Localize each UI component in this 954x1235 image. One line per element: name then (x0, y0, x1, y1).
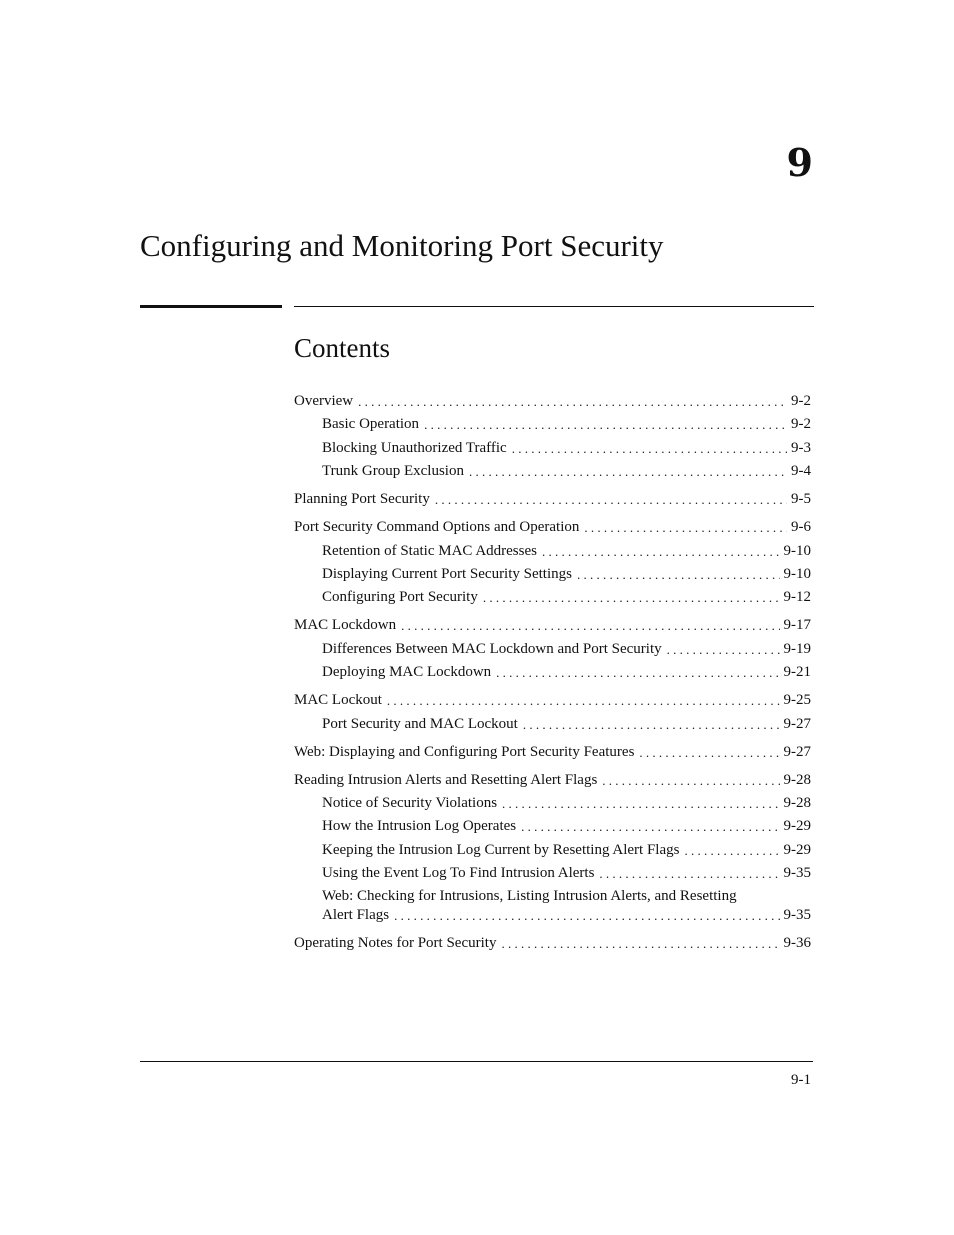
toc-entry[interactable] (294, 616, 811, 635)
toc-entry-page: 9-2 (791, 393, 811, 409)
toc-entry-title-line1: Web: Checking for Intrusions, Listing Intrusion Alerts, and Resetting (322, 888, 737, 905)
toc-entry-page: 9-25 (783, 692, 811, 709)
toc-entry-title: Blocking Unauthorized Traffic (322, 439, 507, 456)
toc-entry-page: 9-28 (783, 794, 811, 811)
toc-dot-leader (684, 841, 779, 860)
toc-entry-page: 9-27 (783, 715, 811, 732)
chapter-title: Configuring and Monitoring Port Security (140, 228, 664, 263)
toc-entry-page: 9-35 (783, 907, 811, 924)
title-rule-thick (140, 305, 282, 308)
toc-dot-leader (358, 392, 787, 411)
toc-entry[interactable] (294, 934, 811, 953)
toc-entry[interactable] (294, 542, 811, 561)
footer-rule (140, 1061, 813, 1062)
toc-entry-page: 9-35 (783, 865, 811, 882)
toc-entry[interactable] (294, 771, 811, 790)
toc-entry[interactable] (294, 588, 811, 607)
toc-entry[interactable] (294, 864, 811, 883)
toc-dot-leader (523, 715, 780, 734)
toc-entry-page: 9-12 (783, 589, 811, 606)
toc-entry-page: 9-36 (783, 935, 811, 952)
toc-entry-title: Web: Displaying and Configuring Port Security Features (294, 743, 635, 760)
toc-entry-title: Using the Event Log To Find Intrusion Alerts (322, 865, 595, 882)
toc-entry-page: 9-10 (783, 542, 811, 559)
toc-entry-page: 9-5 (791, 491, 811, 508)
toc-entry-title: Configuring Port Security (322, 589, 478, 606)
contents-heading: Contents (294, 333, 391, 363)
toc-entry[interactable] (294, 439, 811, 458)
toc-dot-leader (401, 616, 779, 635)
toc-entry-title: MAC Lockdown (294, 617, 397, 634)
toc-entry-title: Retention of Static MAC Addresses (322, 542, 537, 559)
toc-entry-page: 9-27 (783, 743, 811, 760)
toc-entry[interactable] (294, 817, 811, 836)
toc-entry-title: Keeping the Intrusion Log Current by Resetting Alert Flags (322, 841, 680, 858)
table-of-contents (294, 392, 811, 958)
toc-entry-page: 9-2 (791, 416, 811, 433)
toc-entry-page: 9-21 (783, 664, 811, 681)
toc-entry-title: Reading Intrusion Alerts and Resetting Alert Flags (294, 771, 598, 788)
toc-dot-leader (542, 542, 780, 561)
toc-entry-title: How the Intrusion Log Operates (322, 818, 517, 835)
toc-dot-leader (667, 640, 780, 659)
toc-entry-page: 9-10 (783, 565, 811, 582)
toc-entry-page: 9-29 (783, 841, 811, 858)
toc-dot-leader (424, 415, 787, 434)
toc-entry[interactable] (294, 715, 811, 734)
toc-dot-leader (394, 906, 779, 925)
toc-entry-title: Port Security and MAC Lockout (322, 715, 518, 732)
toc-entry[interactable] (322, 906, 811, 925)
toc-entry-title: Trunk Group Exclusion (322, 463, 464, 480)
footer-page-number: 9-1 (791, 1072, 811, 1088)
chapter-number: 9 (786, 140, 813, 185)
toc-dot-leader (602, 771, 779, 790)
toc-entry-page: 9-28 (783, 771, 811, 788)
toc-entry-title: Basic Operation (322, 416, 420, 433)
toc-entry-title: Operating Notes for Port Security (294, 935, 497, 952)
toc-entry[interactable] (294, 663, 811, 682)
toc-dot-leader (501, 934, 779, 953)
toc-entry[interactable] (294, 743, 811, 762)
toc-entry[interactable] (294, 462, 811, 481)
toc-entry-title: Deploying MAC Lockdown (322, 664, 492, 681)
toc-dot-leader (483, 588, 780, 607)
toc-entry-title: Notice of Security Violations (322, 794, 498, 811)
toc-dot-leader (469, 462, 787, 481)
toc-entry-page: 9-3 (791, 439, 811, 456)
toc-entry-page: 9-4 (791, 463, 811, 480)
toc-entry[interactable] (294, 490, 811, 509)
toc-entry[interactable] (294, 565, 811, 584)
toc-entry[interactable] (294, 794, 811, 813)
toc-entry-title: Alert Flags (322, 907, 390, 924)
toc-dot-leader (577, 565, 780, 584)
toc-entry[interactable] (294, 640, 811, 659)
toc-entry-page: 9-29 (783, 818, 811, 835)
toc-entry-page: 9-17 (783, 617, 811, 634)
toc-dot-leader (512, 439, 787, 458)
toc-entry-wrapped[interactable] (294, 887, 811, 925)
toc-entry-title: Port Security Command Options and Operation (294, 519, 580, 536)
toc-entry-title: Differences Between MAC Lockdown and Port Security (322, 640, 662, 657)
toc-dot-leader (599, 864, 779, 883)
toc-entry-title: Overview (294, 393, 354, 409)
toc-entry-page: 9-19 (783, 640, 811, 657)
toc-dot-leader (584, 518, 787, 537)
toc-dot-leader (496, 663, 779, 682)
toc-dot-leader (521, 817, 779, 836)
toc-entry[interactable] (294, 415, 811, 434)
toc-dot-leader (639, 743, 779, 762)
toc-entry[interactable] (294, 691, 811, 710)
toc-entry-title: Planning Port Security (294, 491, 430, 508)
title-rule-thin (294, 306, 814, 307)
toc-dot-leader (435, 490, 787, 509)
toc-entry[interactable] (294, 518, 811, 537)
toc-entry[interactable] (294, 841, 811, 860)
toc-entry-title: Displaying Current Port Security Settings (322, 565, 572, 582)
toc-dot-leader (387, 691, 780, 710)
toc-entry-title: MAC Lockout (294, 692, 382, 709)
toc-entry-page: 9-6 (791, 519, 811, 536)
toc-entry[interactable] (294, 392, 811, 411)
toc-dot-leader (502, 794, 779, 813)
